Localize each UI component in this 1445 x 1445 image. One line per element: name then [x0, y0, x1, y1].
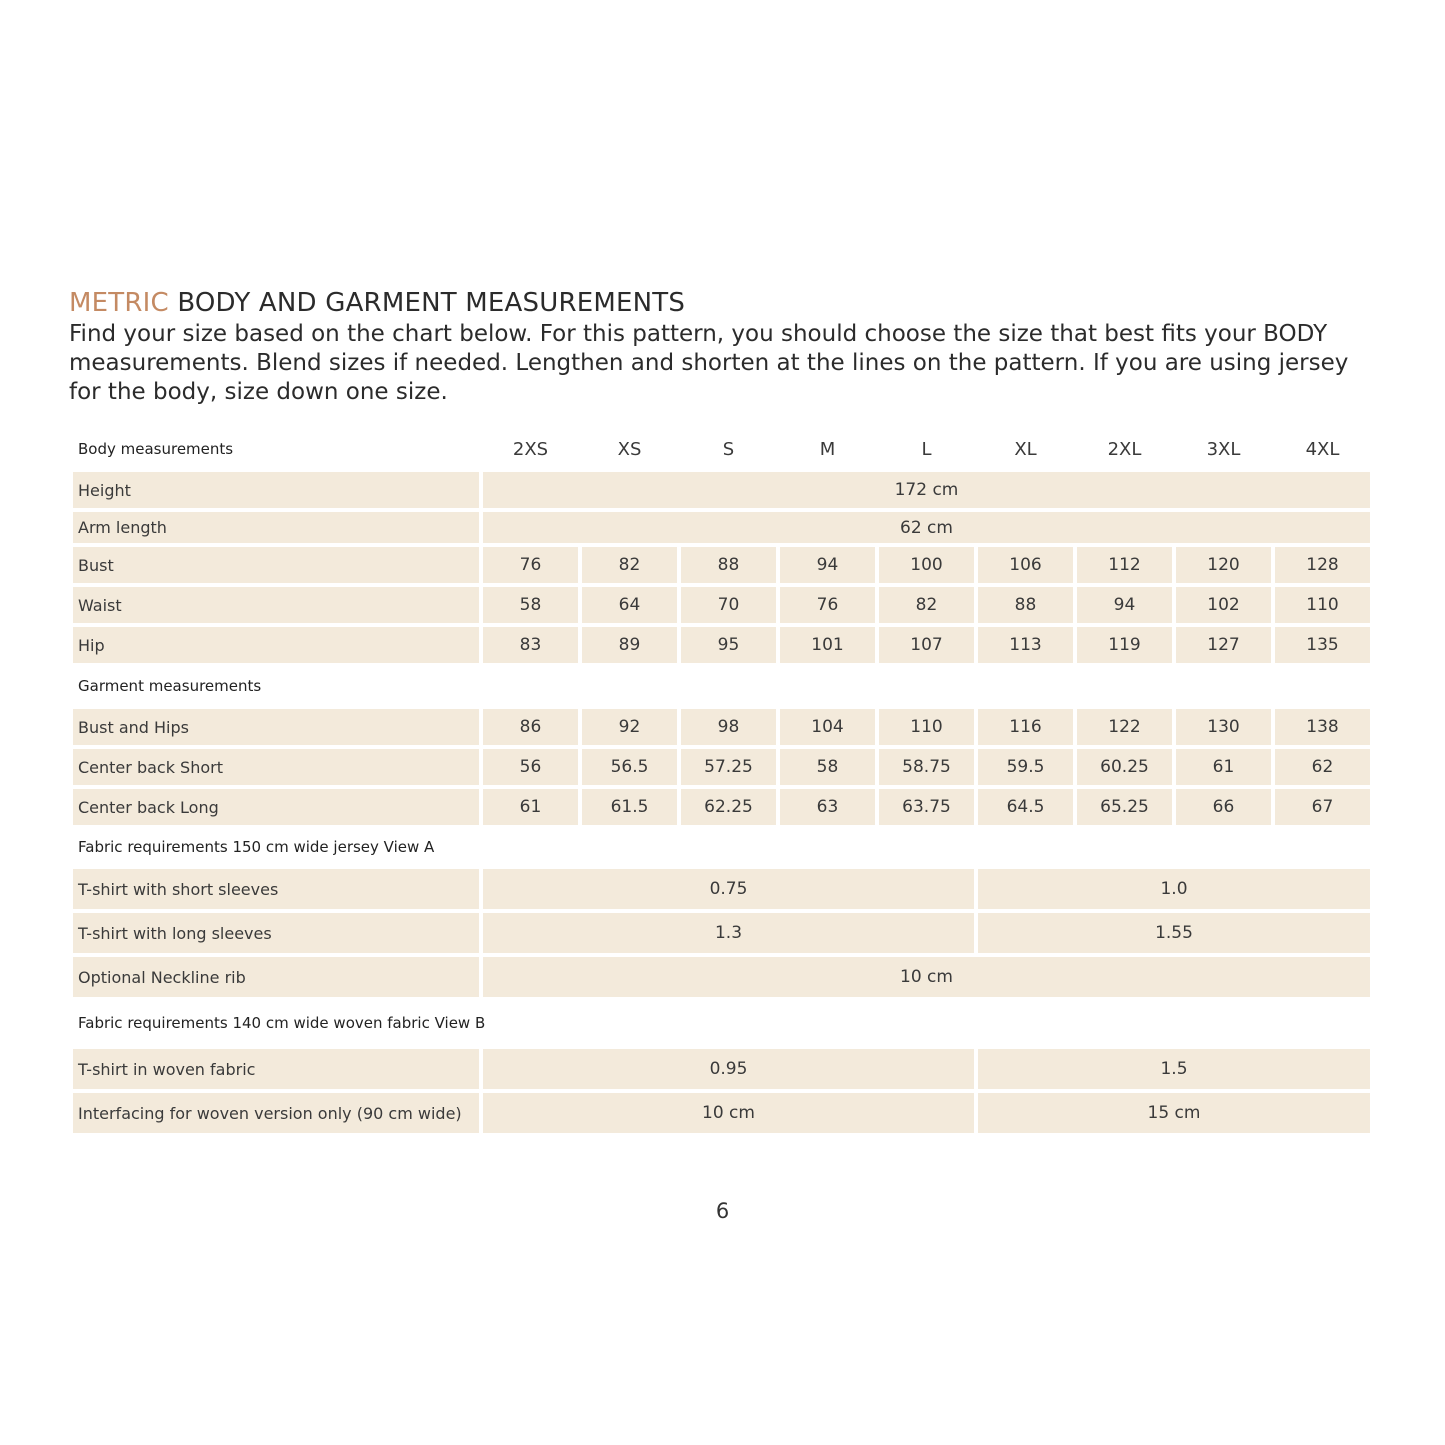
size-header: 2XL [1107, 438, 1142, 460]
row-value: 130 [1176, 709, 1271, 745]
row-value: 0.95 [483, 1049, 974, 1089]
row-value: 59.5 [978, 749, 1073, 785]
row-value: 92 [582, 709, 677, 745]
row-value: 110 [879, 709, 974, 745]
row-value: 63.75 [879, 789, 974, 825]
table-row-height [73, 472, 1373, 508]
title-accent: METRIC [69, 288, 169, 318]
row-value: 58 [483, 587, 578, 623]
row-value: 95 [681, 627, 776, 663]
row-value: 127 [1176, 627, 1271, 663]
row-value: 62 [1275, 749, 1370, 785]
row-value: 62.25 [681, 789, 776, 825]
row-value: 110 [1275, 587, 1370, 623]
size-header: 2XS [512, 438, 549, 460]
intro-text: Find your size based on the chart below. For this pattern, you should choose the size that best fits your BODY measurements. Blend sizes if needed. Lengthen and shorten at the lines on the pattern. If you are using jersey for the body, size down one size. [69, 321, 1349, 405]
section-label-body: Body measurements [78, 440, 234, 458]
row-value: 89 [582, 627, 677, 663]
size-header: XL [1014, 438, 1037, 460]
row-label: T-shirt with long sleeves [73, 913, 479, 953]
row-value: 76 [780, 587, 875, 623]
row-label: Center back Short [73, 749, 479, 785]
row-label: Waist [73, 587, 479, 623]
row-label: Hip [73, 627, 479, 663]
row-value: 128 [1275, 547, 1370, 583]
table-row-center-back-long [73, 789, 1373, 825]
row-value: 94 [780, 547, 875, 583]
row-value: 104 [780, 709, 875, 745]
row-value: 70 [681, 587, 776, 623]
row-value: 1.0 [978, 869, 1370, 909]
row-value: 172 cm [483, 472, 1370, 508]
row-value: 0.75 [483, 869, 974, 909]
row-label: Optional Neckline rib [73, 957, 479, 997]
row-value: 61.5 [582, 789, 677, 825]
size-header: M [819, 438, 836, 460]
table-row-hip [73, 627, 1373, 663]
row-value: 102 [1176, 587, 1271, 623]
row-value: 122 [1077, 709, 1172, 745]
row-value: 1.5 [978, 1049, 1370, 1089]
section-row-garment [73, 667, 1373, 705]
row-value: 107 [879, 627, 974, 663]
title-rest: BODY AND GARMENT MEASUREMENTS [177, 288, 686, 318]
header [69, 286, 1379, 407]
row-label: Bust [73, 547, 479, 583]
row-value: 62 cm [483, 512, 1370, 543]
row-value: 67 [1275, 789, 1370, 825]
row-label: Arm length [73, 512, 479, 543]
row-value: 65.25 [1077, 789, 1172, 825]
table-row-woven [73, 1049, 1373, 1089]
row-value: 100 [879, 547, 974, 583]
row-label: Interfacing for woven version only (90 cm wide) [73, 1093, 479, 1133]
row-value: 101 [780, 627, 875, 663]
row-value: 94 [1077, 587, 1172, 623]
row-value: 60.25 [1077, 749, 1172, 785]
row-value: 88 [681, 547, 776, 583]
row-value: 86 [483, 709, 578, 745]
row-label: T-shirt with short sleeves [73, 869, 479, 909]
row-value: 106 [978, 547, 1073, 583]
size-header: 3XL [1206, 438, 1241, 460]
row-value: 64 [582, 587, 677, 623]
row-value: 76 [483, 547, 578, 583]
row-value: 98 [681, 709, 776, 745]
table-row-interfacing [73, 1093, 1373, 1133]
size-header: L [921, 438, 932, 460]
row-value: 58.75 [879, 749, 974, 785]
row-value: 116 [978, 709, 1073, 745]
row-value: 82 [879, 587, 974, 623]
row-value: 138 [1275, 709, 1370, 745]
table-row-waist [73, 587, 1373, 623]
row-value: 61 [483, 789, 578, 825]
size-header: S [722, 438, 735, 460]
row-value: 58 [780, 749, 875, 785]
row-value: 56 [483, 749, 578, 785]
row-value: 119 [1077, 627, 1172, 663]
row-value: 112 [1077, 547, 1172, 583]
section-label-garment: Garment measurements [78, 677, 262, 695]
table-row-bust-hips [73, 709, 1373, 745]
row-value: 82 [582, 547, 677, 583]
row-value: 135 [1275, 627, 1370, 663]
measurement-table [73, 430, 1373, 1137]
row-label: Height [73, 472, 479, 508]
table-row-arm-length [73, 512, 1373, 543]
row-value: 15 cm [978, 1093, 1370, 1133]
row-value: 57.25 [681, 749, 776, 785]
table-row-neckline [73, 957, 1373, 997]
row-label: Center back Long [73, 789, 479, 825]
row-value: 56.5 [582, 749, 677, 785]
size-header: 4XL [1305, 438, 1340, 460]
size-header: XS [617, 438, 642, 460]
row-value: 66 [1176, 789, 1271, 825]
row-value: 10 cm [483, 1093, 974, 1133]
page-number: 6 [715, 1199, 730, 1223]
section-label-woven: Fabric requirements 140 cm wide woven fabric View B [78, 1014, 486, 1032]
page-title [69, 286, 1379, 320]
row-value: 61 [1176, 749, 1271, 785]
section-row-jersey [73, 829, 1373, 865]
row-value: 63 [780, 789, 875, 825]
row-value: 64.5 [978, 789, 1073, 825]
table-row-bust [73, 547, 1373, 583]
row-value: 1.55 [978, 913, 1370, 953]
row-value: 10 cm [483, 957, 1370, 997]
table-row-short-sleeves [73, 869, 1373, 909]
row-value: 83 [483, 627, 578, 663]
row-label: Bust and Hips [73, 709, 479, 745]
row-label: T-shirt in woven fabric [73, 1049, 479, 1089]
row-value: 113 [978, 627, 1073, 663]
size-header-row [73, 430, 1373, 468]
row-value: 1.3 [483, 913, 974, 953]
section-row-woven [73, 1001, 1373, 1045]
table-row-center-back-short [73, 749, 1373, 785]
section-label-jersey: Fabric requirements 150 cm wide jersey View A [78, 838, 435, 856]
row-value: 88 [978, 587, 1073, 623]
table-row-long-sleeves [73, 913, 1373, 953]
row-value: 120 [1176, 547, 1271, 583]
